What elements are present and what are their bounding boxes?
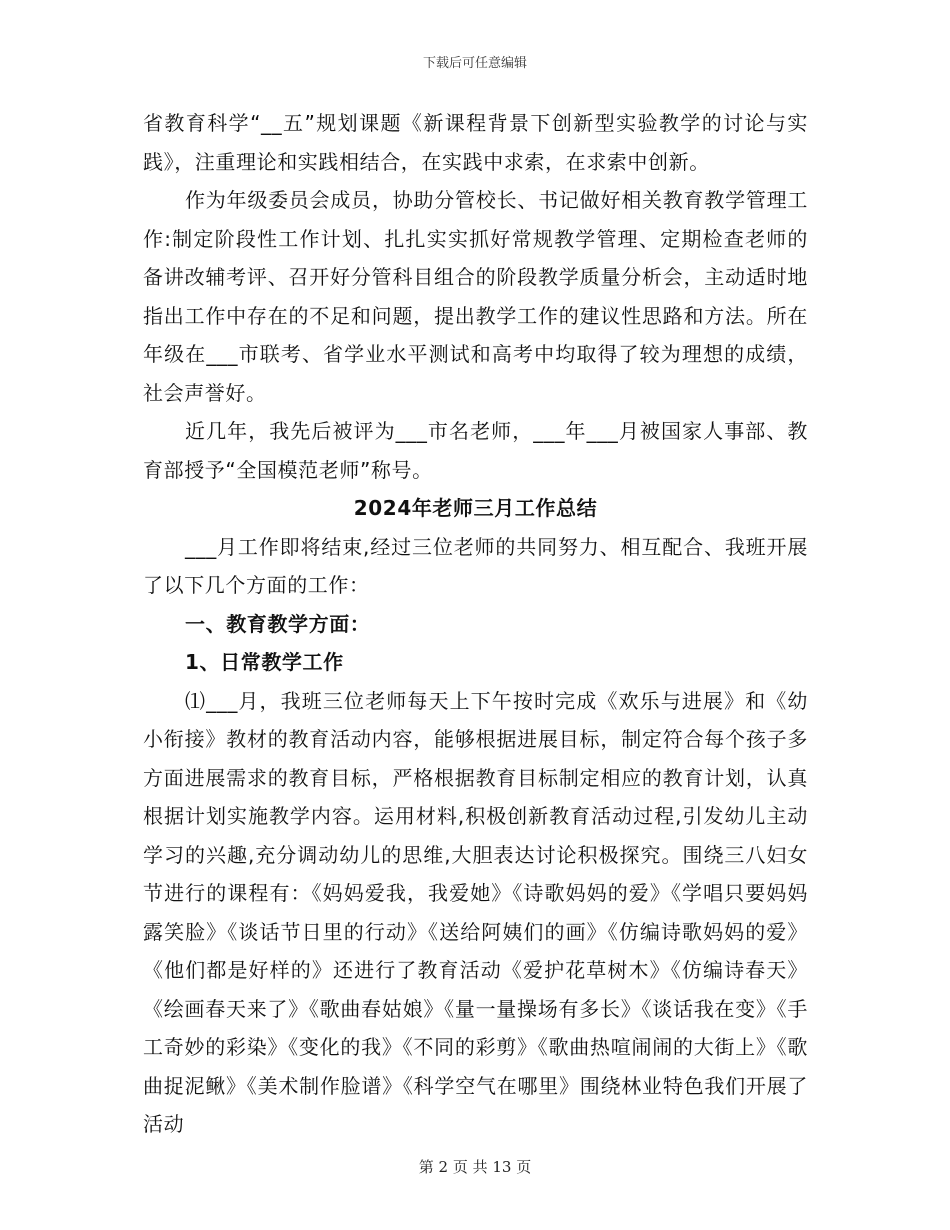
sub-heading: 1、日常教学工作 xyxy=(185,650,344,674)
page-footer: 第 2 页 共 13 页 xyxy=(418,1158,532,1176)
document-title: 2024年老师三月工作总结 xyxy=(353,496,598,520)
paragraph-honors: 近几年，我先后被评为___市名老师，___年___月被国家人事部、教育部授予“全国模范老师”称号。 xyxy=(143,419,808,482)
document-body xyxy=(143,104,808,1144)
paragraph-intro: ___月工作即将结束,经过三位老师的共同努力、相互配合、我班开展了以下几个方面的工作： xyxy=(143,534,808,597)
paragraph-committee: 作为年级委员会成员，协助分管校长、书记做好相关教育教学管理工作:制定阶段性工作计划、扎扎实实抓好常规教学管理、定期检查老师的备讲改辅考评、召开好分管科目组合的阶段教学质量分析会，主动适时地指出工作中存在的不足和问题，提出教学工作的建议性思路和方法。所在年级在___市联考、省学业水平测试和高考中均取得了较为理想的成绩，社会声誉好。 xyxy=(143,188,808,405)
paragraph-daily-teaching: ⑴___月，我班三位老师每天上下午按时完成《欢乐与进展》和《幼小衔接》教材的教育活动内容，能够根据进展目标，制定符合每个孩子多方面进展需求的教育目标，严格根据教育目标制定相应的教育计划，认真根据计划实施教学内容。运用材料,积极创新教育活动过程,引发幼儿主动学习的兴趣,充分调动幼儿的思维,大胆表达讨论积极探究。围绕三八妇女节进行的课程有：《妈妈爱我，我爱她》《诗歌妈妈的爱》《学唱只要妈妈露笑脸》《谈话节日里的行动》《送给阿姨们的画》《仿编诗歌妈妈的爱》《他们都是好样的》还进行了教育活动《爱护花草树木》《仿编诗春天》《绘画春天来了》《歌曲春姑娘》《量一量操场有多长》《谈话我在变》《手工奇妙的彩染》《变化的我》《不同的彩剪》《歌曲热喧闹闹的大街上》《歌曲捉泥鳅》《美术制作脸谱》《科学空气在哪里》围绕林业特色我们开展了活动 xyxy=(143,688,808,1136)
page-header: 下载后可任意编辑 xyxy=(422,56,527,71)
paragraph-research: 省教育科学“__五”规划课题《新课程背景下创新型实验教学的讨论与实践》，注重理论和实践相结合，在实践中求索，在求索中创新。 xyxy=(143,111,808,174)
section-heading: 一、教育教学方面： xyxy=(185,611,371,636)
